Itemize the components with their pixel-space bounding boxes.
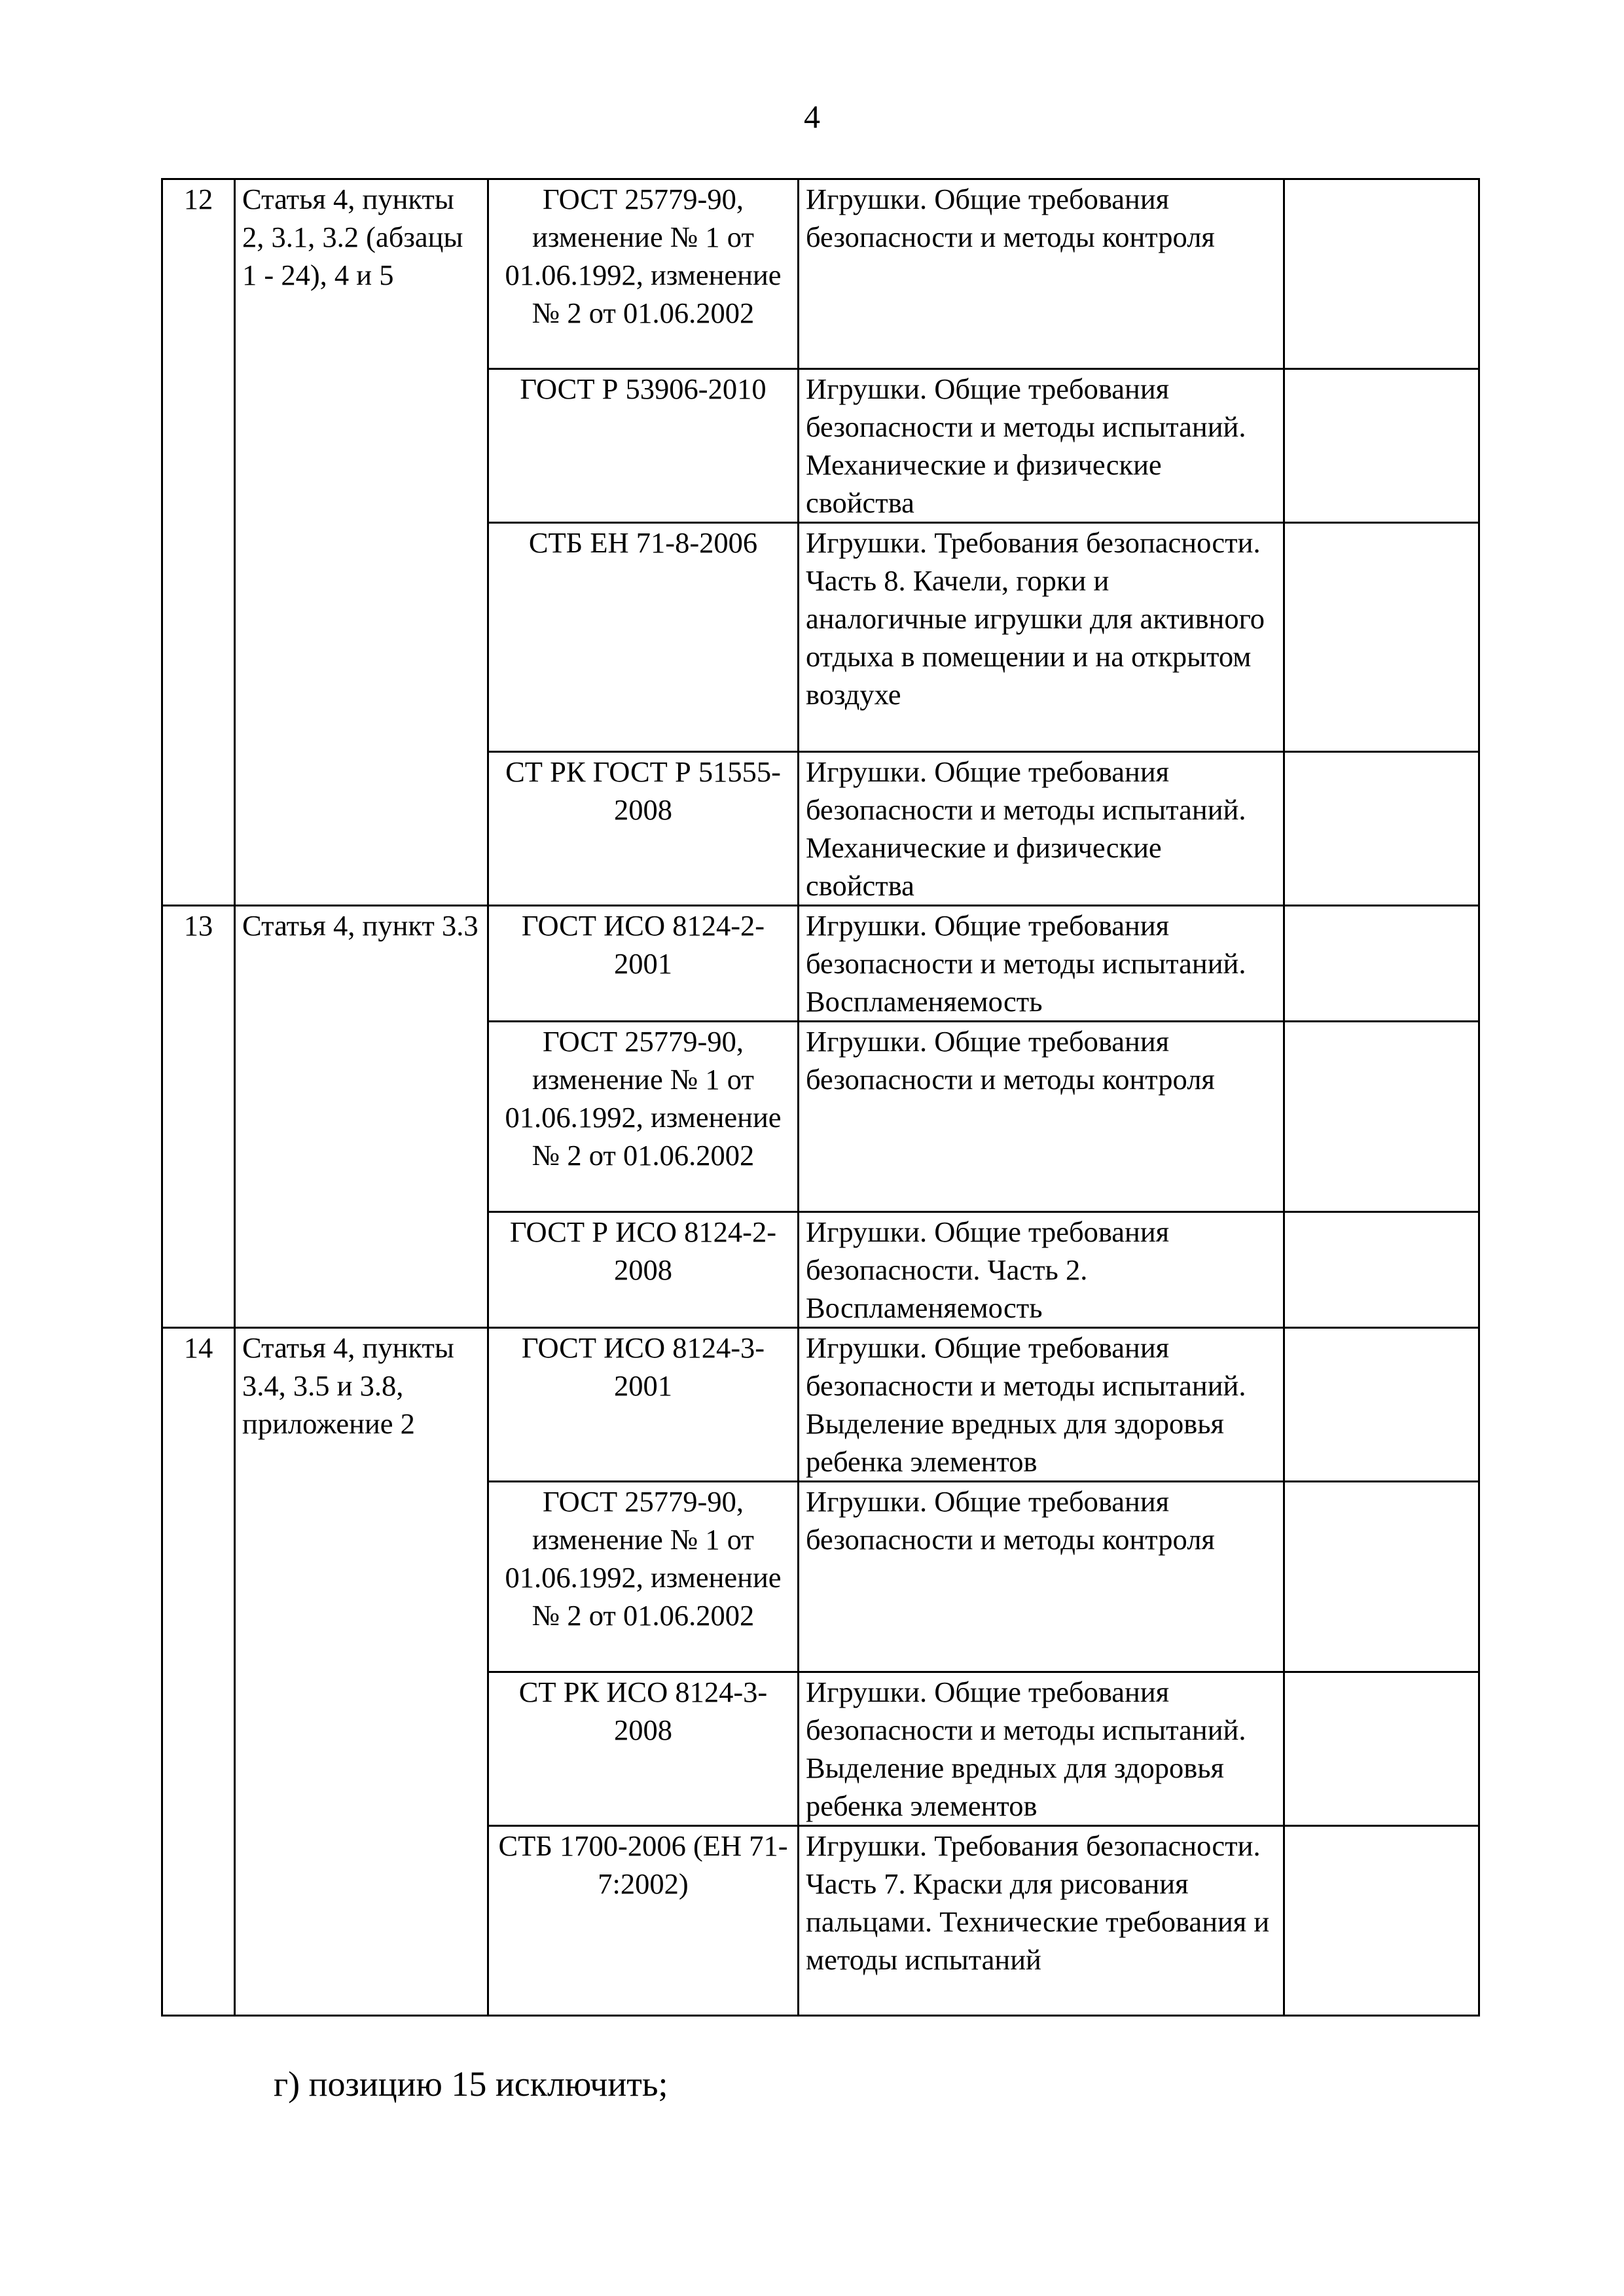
standard-code: ГОСТ 25779-90, изменение № 1 от 01.06.1992, изменение № 2 от 01.06.2002 [488,1022,799,1212]
standard-name: Игрушки. Общие требования безопасности и методы испытаний. Выделение вредных для здоровья ребенка элементов [799,1672,1284,1826]
empty-cell [1284,752,1479,906]
standard-code: СТБ ЕН 71-8-2006 [488,523,799,752]
standard-code: ГОСТ Р ИСО 8124-2-2008 [488,1212,799,1328]
standards-table [161,178,1480,2017]
standard-name: Игрушки. Требования безопасности. Часть 8. Качели, горки и аналогичные игрушки для активного отдыха в помещении и на открытом воздухе [799,523,1284,752]
table-row [162,906,1479,1022]
standard-name: Игрушки. Общие требования безопасности и методы испытаний. Выделение вредных для здоровья ребенка элементов [799,1328,1284,1482]
standard-code: СТБ 1700-2006 (ЕН 71-7:2002) [488,1826,799,2016]
standard-name: Игрушки. Общие требования безопасности и методы контроля [799,179,1284,369]
standard-code: ГОСТ ИСО 8124-3-2001 [488,1328,799,1482]
empty-cell [1284,1672,1479,1826]
standard-code: СТ РК ГОСТ Р 51555-2008 [488,752,799,906]
standard-name: Игрушки. Общие требования безопасности и методы испытаний. Механические и физические свойства [799,752,1284,906]
empty-cell [1284,1826,1479,2016]
empty-cell [1284,1212,1479,1328]
article-reference: Статья 4, пункт 3.3 [235,906,488,1328]
empty-cell [1284,179,1479,369]
standard-name: Игрушки. Общие требования безопасности и методы контроля [799,1022,1284,1212]
empty-cell [1284,523,1479,752]
table-row [162,1328,1479,1482]
standard-name: Игрушки. Общие требования безопасности и методы испытаний. Воспламеняемость [799,906,1284,1022]
standard-code: ГОСТ Р 53906-2010 [488,369,799,523]
position-number: 14 [162,1328,235,2016]
standard-name: Игрушки. Общие требования безопасности и методы испытаний. Механические и физические свойства [799,369,1284,523]
empty-cell [1284,1022,1479,1212]
standard-code: СТ РК ИСО 8124-3-2008 [488,1672,799,1826]
empty-cell [1284,1482,1479,1672]
position-number: 13 [162,906,235,1328]
standard-name: Игрушки. Требования безопасности. Часть 7. Краски для рисования пальцами. Технические требования и методы испытаний [799,1826,1284,2016]
empty-cell [1284,369,1479,523]
position-number: 12 [162,179,235,906]
standard-code: ГОСТ 25779-90, изменение № 1 от 01.06.1992, изменение № 2 от 01.06.2002 [488,1482,799,1672]
page-number: 4 [804,98,820,135]
standard-name: Игрушки. Общие требования безопасности и методы контроля [799,1482,1284,1672]
standard-code: ГОСТ ИСО 8124-2-2001 [488,906,799,1022]
article-reference: Статья 4, пункты 2, 3.1, 3.2 (абзацы 1 - 24), 4 и 5 [235,179,488,906]
article-reference: Статья 4, пункты 3.4, 3.5 и 3.8, приложение 2 [235,1328,488,2016]
standard-name: Игрушки. Общие требования безопасности. Часть 2. Воспламеняемость [799,1212,1284,1328]
amendment-text: г) позицию 15 исключить; [274,2064,668,2104]
empty-cell [1284,906,1479,1022]
empty-cell [1284,1328,1479,1482]
standard-code: ГОСТ 25779-90, изменение № 1 от 01.06.1992, изменение № 2 от 01.06.2002 [488,179,799,369]
table-row [162,179,1479,369]
